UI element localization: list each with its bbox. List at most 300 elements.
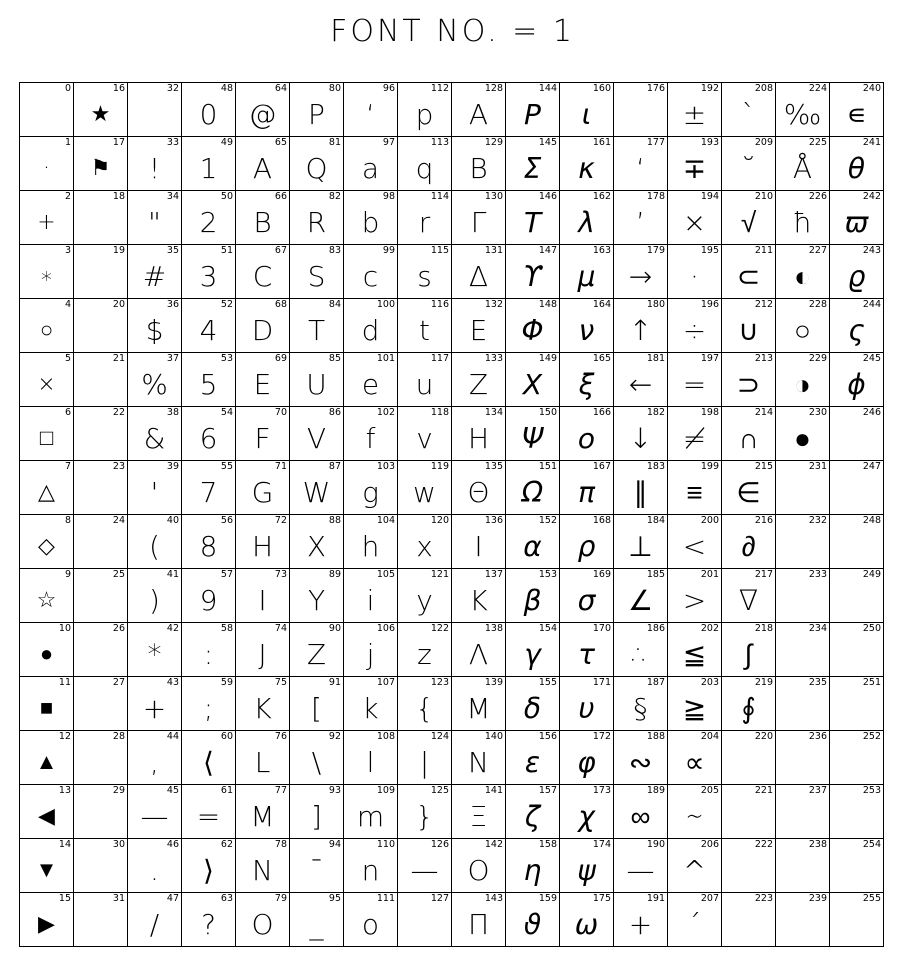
- char-code: 194: [700, 191, 719, 202]
- glyph-cell: [452, 569, 506, 623]
- glyph-row: [20, 461, 884, 515]
- glyph-cell: [722, 731, 776, 785]
- glyph: [722, 798, 775, 838]
- glyph-cell: [560, 191, 614, 245]
- char-code: 118: [430, 407, 449, 418]
- char-code: 98: [382, 191, 395, 202]
- glyph-row: [20, 407, 884, 461]
- char-code: 106: [376, 623, 395, 634]
- glyph-cell: [290, 407, 344, 461]
- glyph: w: [413, 476, 436, 509]
- glyph: K: [253, 692, 272, 725]
- char-code: 88: [328, 515, 341, 526]
- glyph: ‘: [636, 152, 645, 185]
- glyph-cell: [722, 785, 776, 839]
- char-code: 13: [58, 785, 71, 796]
- glyph: O: [251, 908, 274, 941]
- glyph: ∾: [628, 746, 653, 779]
- glyph: :: [203, 638, 214, 671]
- glyph: E: [469, 314, 488, 347]
- glyph-cell: [776, 137, 830, 191]
- char-code: 122: [430, 623, 449, 634]
- glyph-cell: [344, 623, 398, 677]
- char-code: 128: [484, 83, 503, 94]
- glyph-cell: [182, 137, 236, 191]
- char-code: 152: [538, 515, 557, 526]
- char-code: 153: [538, 569, 557, 580]
- glyph: ●: [794, 422, 811, 455]
- glyph-cell: [398, 407, 452, 461]
- char-code: 85: [328, 353, 341, 364]
- glyph-cell: [506, 407, 560, 461]
- glyph-cell: [344, 731, 398, 785]
- char-code: 114: [430, 191, 449, 202]
- glyph: r: [418, 206, 431, 239]
- char-code: 186: [646, 623, 665, 634]
- glyph: [20, 96, 73, 136]
- glyph: [74, 258, 127, 298]
- glyph-cell: [344, 299, 398, 353]
- char-code: 219: [754, 677, 773, 688]
- glyph: [722, 906, 775, 946]
- glyph-cell: [20, 245, 74, 299]
- glyph-cell: [290, 353, 344, 407]
- glyph-cell: [182, 353, 236, 407]
- glyph-cell: [74, 785, 128, 839]
- glyph: σ: [577, 584, 596, 617]
- glyph: b: [361, 206, 380, 239]
- char-code: 237: [808, 785, 827, 796]
- glyph-cell: [560, 893, 614, 947]
- glyph-cell: [236, 785, 290, 839]
- glyph: q: [415, 152, 434, 185]
- glyph-cell: [452, 677, 506, 731]
- glyph-cell: [398, 515, 452, 569]
- glyph: M: [250, 800, 275, 833]
- glyph: 8: [199, 530, 218, 563]
- glyph-cell: [506, 515, 560, 569]
- glyph: x: [416, 530, 433, 563]
- char-code: 66: [274, 191, 287, 202]
- glyph-cell: [668, 245, 722, 299]
- glyph: E: [253, 368, 272, 401]
- char-code: 142: [484, 839, 503, 850]
- glyph-cell: [722, 137, 776, 191]
- glyph: λ: [578, 206, 595, 239]
- char-code: 131: [484, 245, 503, 256]
- glyph-cell: [398, 353, 452, 407]
- glyph: f: [365, 422, 376, 455]
- glyph-cell: [452, 623, 506, 677]
- glyph-cell: [722, 893, 776, 947]
- char-code: 50: [220, 191, 233, 202]
- char-code: 244: [862, 299, 881, 310]
- char-code: 170: [592, 623, 611, 634]
- glyph-cell: [74, 461, 128, 515]
- glyph-cell: [236, 893, 290, 947]
- glyph-cell: [398, 191, 452, 245]
- glyph-cell: [20, 731, 74, 785]
- char-code: 56: [220, 515, 233, 526]
- glyph-cell: [290, 785, 344, 839]
- glyph-cell: [452, 893, 506, 947]
- glyph: ': [150, 476, 159, 509]
- char-code: 33: [166, 137, 179, 148]
- glyph: ≦: [682, 638, 707, 671]
- char-code: 16: [112, 83, 125, 94]
- char-code: 251: [862, 677, 881, 688]
- glyph: —: [626, 854, 655, 887]
- glyph-cell: [560, 245, 614, 299]
- char-code: 179: [646, 245, 665, 256]
- char-code: 165: [592, 353, 611, 364]
- glyph-cell: [452, 407, 506, 461]
- glyph: U: [306, 368, 327, 401]
- glyph: m: [356, 800, 385, 833]
- glyph: ⚑: [90, 156, 111, 181]
- glyph-cell: [128, 407, 182, 461]
- char-code: 161: [592, 137, 611, 148]
- glyph: [74, 798, 127, 838]
- char-code: 51: [220, 245, 233, 256]
- char-code: 167: [592, 461, 611, 472]
- char-code: 232: [808, 515, 827, 526]
- glyph-cell: [344, 83, 398, 137]
- char-code: 239: [808, 893, 827, 904]
- glyph-cell: [398, 623, 452, 677]
- glyph: Ω: [521, 476, 544, 509]
- char-code: 74: [274, 623, 287, 634]
- glyph-cell: [560, 785, 614, 839]
- glyph-cell: [830, 83, 884, 137]
- glyph: ∗: [39, 264, 54, 289]
- char-code: 52: [220, 299, 233, 310]
- glyph-cell: [614, 461, 668, 515]
- glyph: ▶: [38, 912, 55, 937]
- glyph-cell: [560, 839, 614, 893]
- char-code: 209: [754, 137, 773, 148]
- glyph: ⊂: [736, 260, 761, 293]
- glyph-cell: [668, 677, 722, 731]
- glyph: O: [467, 854, 490, 887]
- char-code: 81: [328, 137, 341, 148]
- glyph-row: [20, 83, 884, 137]
- glyph-cell: [506, 569, 560, 623]
- glyph-cell: [74, 623, 128, 677]
- glyph: ×: [682, 206, 707, 239]
- glyph: ∇: [738, 584, 759, 617]
- glyph-cell: [344, 785, 398, 839]
- glyph: 5: [199, 368, 218, 401]
- glyph-cell: [560, 569, 614, 623]
- char-code: 213: [754, 353, 773, 364]
- glyph-cell: [20, 569, 74, 623]
- glyph-cell: [614, 893, 668, 947]
- char-code: 82: [328, 191, 341, 202]
- glyph: ·: [690, 260, 699, 293]
- glyph-row: [20, 569, 884, 623]
- glyph: 3: [199, 260, 218, 293]
- glyph: δ: [523, 692, 542, 725]
- glyph: π: [578, 476, 595, 509]
- char-code: 26: [112, 623, 125, 634]
- glyph-cell: [74, 677, 128, 731]
- glyph-cell: [128, 515, 182, 569]
- char-code: 247: [862, 461, 881, 472]
- char-code: 191: [646, 893, 665, 904]
- glyph-cell: [506, 353, 560, 407]
- glyph: `: [741, 98, 756, 131]
- glyph: [74, 312, 127, 352]
- glyph: p: [415, 98, 434, 131]
- glyph-cell: [182, 731, 236, 785]
- glyph: ,: [150, 746, 159, 779]
- char-code: 65: [274, 137, 287, 148]
- char-code: 76: [274, 731, 287, 742]
- char-code: 115: [430, 245, 449, 256]
- glyph-cell: [74, 893, 128, 947]
- char-code: 57: [220, 569, 233, 580]
- glyph-cell: [74, 83, 128, 137]
- glyph: S: [307, 260, 326, 293]
- glyph-row: [20, 785, 884, 839]
- char-code: 192: [700, 83, 719, 94]
- char-code: 169: [592, 569, 611, 580]
- char-code: 126: [430, 839, 449, 850]
- char-code: 235: [808, 677, 827, 688]
- glyph: u: [415, 368, 434, 401]
- glyph-table: [19, 82, 884, 947]
- char-code: 187: [646, 677, 665, 688]
- char-code: 79: [274, 893, 287, 904]
- glyph-cell: [344, 353, 398, 407]
- glyph: Z: [468, 368, 489, 401]
- glyph: ∼: [685, 800, 704, 833]
- glyph-cell: [614, 353, 668, 407]
- char-code: 117: [430, 353, 449, 364]
- glyph: υ: [578, 692, 595, 725]
- glyph: $: [145, 314, 164, 347]
- glyph-cell: [290, 83, 344, 137]
- glyph: Λ: [468, 638, 489, 671]
- glyph: [776, 528, 829, 568]
- glyph-cell: [74, 245, 128, 299]
- glyph: =: [196, 800, 221, 833]
- glyph-cell: [776, 677, 830, 731]
- glyph-cell: [452, 299, 506, 353]
- char-code: 181: [646, 353, 665, 364]
- glyph: [830, 798, 883, 838]
- char-code: 158: [538, 839, 557, 850]
- glyph: [74, 474, 127, 514]
- glyph: i: [366, 584, 375, 617]
- glyph: 4: [199, 314, 218, 347]
- glyph-cell: [182, 191, 236, 245]
- glyph: g: [362, 476, 379, 509]
- glyph: ⊃: [736, 368, 761, 401]
- char-code: 113: [430, 137, 449, 148]
- glyph: Y: [307, 584, 326, 617]
- char-code: 99: [382, 245, 395, 256]
- glyph: ": [148, 206, 161, 239]
- char-code: 137: [484, 569, 503, 580]
- char-code: 253: [862, 785, 881, 796]
- glyph-cell: [290, 839, 344, 893]
- char-code: 177: [646, 137, 665, 148]
- char-code: 110: [376, 839, 395, 850]
- glyph-cell: [668, 623, 722, 677]
- glyph-cell: [236, 677, 290, 731]
- char-code: 36: [166, 299, 179, 310]
- char-code: 180: [646, 299, 665, 310]
- glyph-cell: [668, 893, 722, 947]
- char-code: 123: [430, 677, 449, 688]
- glyph: <: [682, 530, 707, 563]
- glyph-cell: [128, 191, 182, 245]
- glyph: [74, 582, 127, 622]
- glyph: ;: [203, 692, 214, 725]
- glyph-cell: [128, 893, 182, 947]
- glyph: ↑: [628, 314, 653, 347]
- glyph-cell: [776, 785, 830, 839]
- glyph-cell: [74, 353, 128, 407]
- glyph: z: [417, 638, 432, 671]
- glyph: ∩: [738, 422, 759, 455]
- char-code: 159: [538, 893, 557, 904]
- glyph-cell: [20, 623, 74, 677]
- glyph: l: [366, 746, 375, 779]
- glyph: 7: [199, 476, 218, 509]
- glyph: ˘: [741, 152, 756, 185]
- char-code: 214: [754, 407, 773, 418]
- char-code: 211: [754, 245, 773, 256]
- char-code: 225: [808, 137, 827, 148]
- char-code: 163: [592, 245, 611, 256]
- char-code: 242: [862, 191, 881, 202]
- char-code: 34: [166, 191, 179, 202]
- char-code: 109: [376, 785, 395, 796]
- glyph: ∥: [633, 476, 648, 509]
- glyph-cell: [560, 407, 614, 461]
- glyph-cell: [398, 245, 452, 299]
- glyph: [74, 420, 127, 460]
- glyph-cell: [668, 785, 722, 839]
- char-code: 210: [754, 191, 773, 202]
- char-code: 40: [166, 515, 179, 526]
- glyph: ◑: [794, 368, 811, 401]
- glyph: [722, 852, 775, 892]
- char-code: 61: [220, 785, 233, 796]
- glyph-cell: [830, 353, 884, 407]
- char-code: 108: [376, 731, 395, 742]
- glyph-cell: [74, 569, 128, 623]
- glyph-cell: [182, 839, 236, 893]
- glyph-cell: [344, 677, 398, 731]
- glyph: ξ: [578, 368, 595, 401]
- glyph: [830, 852, 883, 892]
- glyph: e: [361, 368, 380, 401]
- glyph-cell: [74, 515, 128, 569]
- char-code: 182: [646, 407, 665, 418]
- glyph: o: [361, 908, 380, 941]
- char-code: 144: [538, 83, 557, 94]
- glyph-cell: [776, 191, 830, 245]
- glyph-cell: [830, 299, 884, 353]
- glyph-cell: [722, 245, 776, 299]
- glyph-cell: [290, 137, 344, 191]
- glyph: [830, 420, 883, 460]
- char-code: 37: [166, 353, 179, 364]
- char-code: 62: [220, 839, 233, 850]
- glyph-cell: [560, 623, 614, 677]
- glyph-cell: [614, 407, 668, 461]
- char-code: 70: [274, 407, 287, 418]
- glyph: (: [149, 530, 160, 563]
- glyph: 1: [199, 152, 218, 185]
- glyph-cell: [290, 299, 344, 353]
- glyph: ×: [37, 372, 56, 397]
- char-code: 69: [274, 353, 287, 364]
- glyph-cell: [560, 677, 614, 731]
- glyph: Γ: [470, 206, 487, 239]
- glyph: ○: [794, 314, 811, 347]
- char-code: 196: [700, 299, 719, 310]
- glyph-cell: [776, 623, 830, 677]
- glyph-cell: [830, 137, 884, 191]
- glyph: [830, 474, 883, 514]
- char-code: 129: [484, 137, 503, 148]
- glyph: [614, 96, 667, 136]
- glyph: μ: [577, 260, 596, 293]
- char-code: 139: [484, 677, 503, 688]
- glyph: R: [306, 206, 327, 239]
- glyph-cell: [20, 677, 74, 731]
- glyph-cell: [722, 623, 776, 677]
- glyph-cell: [668, 83, 722, 137]
- glyph: ÷: [682, 314, 707, 347]
- char-code: 119: [430, 461, 449, 472]
- char-code: 156: [538, 731, 557, 742]
- glyph: [776, 582, 829, 622]
- char-code: 22: [112, 407, 125, 418]
- glyph-cell: [236, 299, 290, 353]
- glyph-cell: [128, 137, 182, 191]
- glyph-cell: [290, 461, 344, 515]
- glyph-cell: [290, 245, 344, 299]
- glyph: ?: [201, 908, 216, 941]
- glyph-cell: [128, 623, 182, 677]
- glyph: P: [308, 98, 325, 131]
- glyph-cell: [722, 839, 776, 893]
- glyph-cell: [668, 191, 722, 245]
- glyph: 6: [199, 422, 218, 455]
- char-code: 254: [862, 839, 881, 850]
- glyph: G: [251, 476, 274, 509]
- glyph-cell: [128, 731, 182, 785]
- glyph: _: [309, 908, 324, 941]
- glyph-cell: [398, 461, 452, 515]
- glyph: Å: [792, 152, 813, 185]
- char-code: 202: [700, 623, 719, 634]
- glyph-cell: [20, 515, 74, 569]
- glyph-cell: [182, 623, 236, 677]
- char-code: 58: [220, 623, 233, 634]
- glyph-cell: [506, 245, 560, 299]
- glyph: D: [251, 314, 274, 347]
- glyph-cell: [236, 245, 290, 299]
- glyph: ⊥: [628, 530, 653, 563]
- glyph: C: [252, 260, 273, 293]
